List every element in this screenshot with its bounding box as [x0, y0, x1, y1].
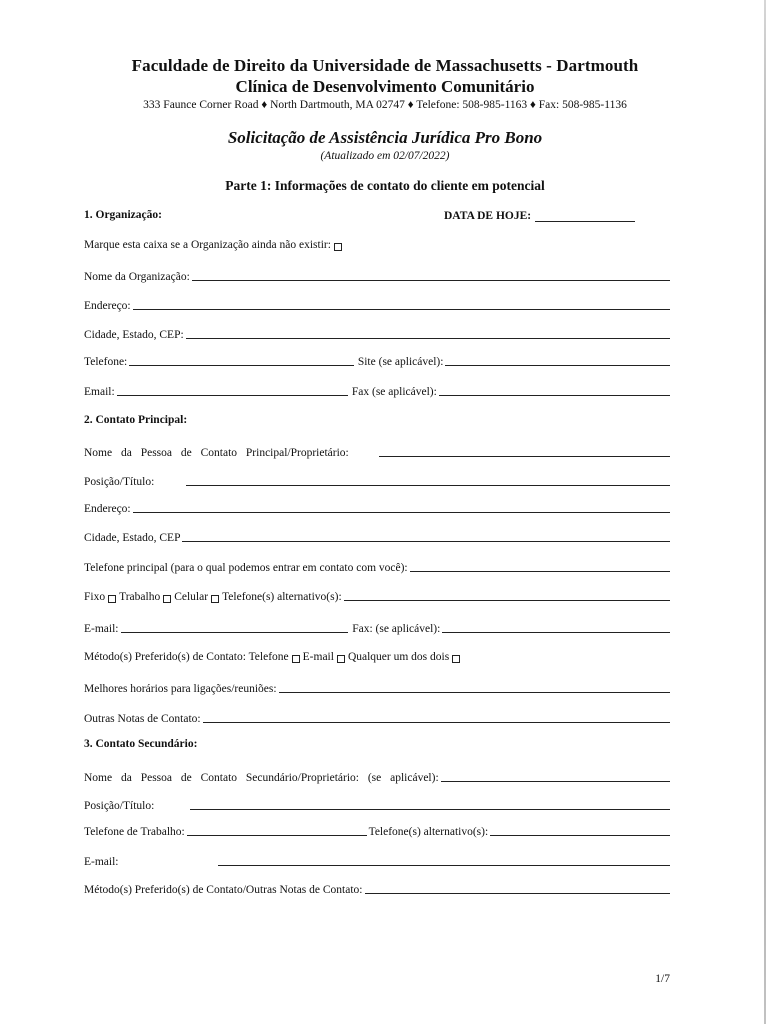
- org-address-field[interactable]: [133, 297, 670, 310]
- org-not-exist-label: Marque esta caixa se a Organização ainda não existir:: [84, 239, 331, 251]
- page-number: 1/7: [655, 973, 670, 985]
- org-city-row: [84, 323, 670, 341]
- primary-name-label: Nome da Pessoa de Contato Principal/Proprietário:: [84, 447, 349, 459]
- primary-fax-field[interactable]: [442, 620, 670, 633]
- primary-main-phone-field[interactable]: [410, 559, 670, 572]
- org-address-label: Endereço:: [84, 300, 131, 312]
- org-email-field[interactable]: [117, 383, 348, 396]
- secondary-email-label: E-mail:: [84, 856, 119, 868]
- org-city-label: Cidade, Estado, CEP:: [84, 329, 184, 341]
- primary-name-field[interactable]: [379, 444, 670, 457]
- secondary-email-row: [84, 850, 670, 868]
- primary-position-label: Posição/Título:: [84, 476, 155, 488]
- phone-type-mobile-checkbox[interactable]: [211, 595, 219, 603]
- org-fax-label: Fax (se aplicável):: [351, 386, 437, 398]
- org-address-row: [84, 294, 670, 312]
- preferred-email-label: E-mail: [302, 651, 334, 663]
- preferred-either-label: Qualquer um dos dois: [347, 651, 450, 663]
- today-date-label: DATA DE HOJE:: [444, 210, 532, 222]
- best-times-row: [84, 677, 670, 695]
- org-not-exist-checkbox[interactable]: [334, 243, 342, 251]
- other-notes-field[interactable]: [203, 710, 670, 723]
- org-website-label: Site (se aplicável):: [357, 356, 444, 368]
- phone-type-landline-checkbox[interactable]: [108, 595, 116, 603]
- part-heading: Parte 1: Informações de contato do cliente em potencial: [225, 178, 545, 193]
- primary-email-field[interactable]: [121, 620, 349, 633]
- secondary-name-label: Nome da Pessoa de Contato Secundário/Proprietário: (se aplicável):: [84, 772, 439, 784]
- org-name-label: Nome da Organização:: [84, 271, 190, 283]
- org-phone-row: [84, 350, 670, 368]
- org-email-row: [84, 380, 670, 398]
- primary-email-row: [84, 617, 670, 635]
- other-notes-row: [84, 707, 670, 725]
- section-primary-contact-heading: 2. Contato Principal:: [84, 414, 188, 426]
- primary-position-row: [84, 470, 670, 488]
- secondary-work-phone-label: Telefone de Trabalho:: [84, 826, 185, 838]
- org-city-field[interactable]: [186, 326, 670, 339]
- secondary-methods-label: Método(s) Preferido(s) de Contato/Outras Notas de Contato:: [84, 884, 363, 896]
- primary-main-phone-label: Telefone principal (para o qual podemos entrar em contato com você):: [84, 562, 408, 574]
- preferred-methods-row: [84, 645, 670, 663]
- secondary-position-field[interactable]: [190, 797, 670, 810]
- phone-type-landline-label: Fixo: [84, 591, 106, 603]
- primary-fax-label: Fax: (se aplicável):: [352, 623, 441, 635]
- updated-date: (Atualizado em 02/07/2022): [320, 150, 450, 162]
- org-phone-label: Telefone:: [84, 356, 128, 368]
- org-not-exist-row: [84, 233, 670, 251]
- secondary-methods-field[interactable]: [365, 881, 671, 894]
- primary-phone-types-row: [84, 585, 670, 603]
- phone-type-work-label: Trabalho: [119, 591, 161, 603]
- address-line: 333 Faunce Corner Road ♦ North Dartmouth, MA 02747 ♦ Telefone: 508-985-1163 ♦ Fax: 508-985-1136: [143, 99, 627, 111]
- section-secondary-contact-heading: 3. Contato Secundário:: [84, 738, 198, 750]
- today-date-field[interactable]: [444, 209, 635, 222]
- preferred-methods-label: Método(s) Preferido(s) de Contato: Telefone: [84, 651, 289, 663]
- phone-type-mobile-label: Celular: [174, 591, 209, 603]
- secondary-name-row: [84, 766, 670, 784]
- primary-city-field[interactable]: [182, 529, 670, 542]
- secondary-work-phone-field[interactable]: [187, 823, 367, 836]
- university-title: Faculdade de Direito da Universidade de Massachusetts - Dartmouth: [131, 56, 639, 75]
- secondary-alt-phone-field[interactable]: [490, 823, 670, 836]
- primary-name-row: [84, 441, 670, 459]
- primary-position-field[interactable]: [186, 473, 670, 486]
- org-fax-field[interactable]: [439, 383, 670, 396]
- today-date-line[interactable]: [535, 209, 635, 222]
- preferred-phone-checkbox[interactable]: [292, 655, 300, 663]
- primary-city-row: [84, 526, 670, 544]
- primary-address-field[interactable]: [133, 500, 670, 513]
- secondary-methods-row: [84, 878, 670, 896]
- secondary-position-row: [84, 794, 670, 812]
- form-title: Solicitação de Assistência Jurídica Pro Bono: [227, 128, 543, 147]
- primary-email-label: E-mail:: [84, 623, 119, 635]
- org-website-field[interactable]: [445, 353, 670, 366]
- alt-phone-label: Telefone(s) alternativo(s):: [222, 591, 342, 603]
- org-name-field[interactable]: [192, 268, 670, 281]
- secondary-email-field[interactable]: [218, 853, 670, 866]
- best-times-label: Melhores horários para ligações/reuniões:: [84, 683, 277, 695]
- primary-city-label: Cidade, Estado, CEP: [84, 532, 181, 544]
- secondary-position-label: Posição/Título:: [84, 800, 155, 812]
- preferred-either-checkbox[interactable]: [452, 655, 460, 663]
- org-email-label: Email:: [84, 386, 115, 398]
- org-phone-field[interactable]: [129, 353, 354, 366]
- primary-address-label: Endereço:: [84, 503, 131, 515]
- phone-type-work-checkbox[interactable]: [163, 595, 171, 603]
- alt-phone-field[interactable]: [344, 588, 670, 601]
- secondary-name-field[interactable]: [441, 769, 670, 782]
- primary-main-phone-row: [84, 556, 670, 574]
- secondary-phone-row: [84, 820, 670, 838]
- other-notes-label: Outras Notas de Contato:: [84, 713, 201, 725]
- preferred-email-checkbox[interactable]: [337, 655, 345, 663]
- best-times-field[interactable]: [279, 680, 670, 693]
- secondary-alt-phone-label: Telefone(s) alternativo(s):: [368, 826, 489, 838]
- clinic-title: Clínica de Desenvolvimento Comunitário: [235, 77, 535, 96]
- section-organization-heading: 1. Organização:: [84, 209, 162, 221]
- org-name-row: [84, 265, 670, 283]
- primary-address-row: [84, 497, 670, 515]
